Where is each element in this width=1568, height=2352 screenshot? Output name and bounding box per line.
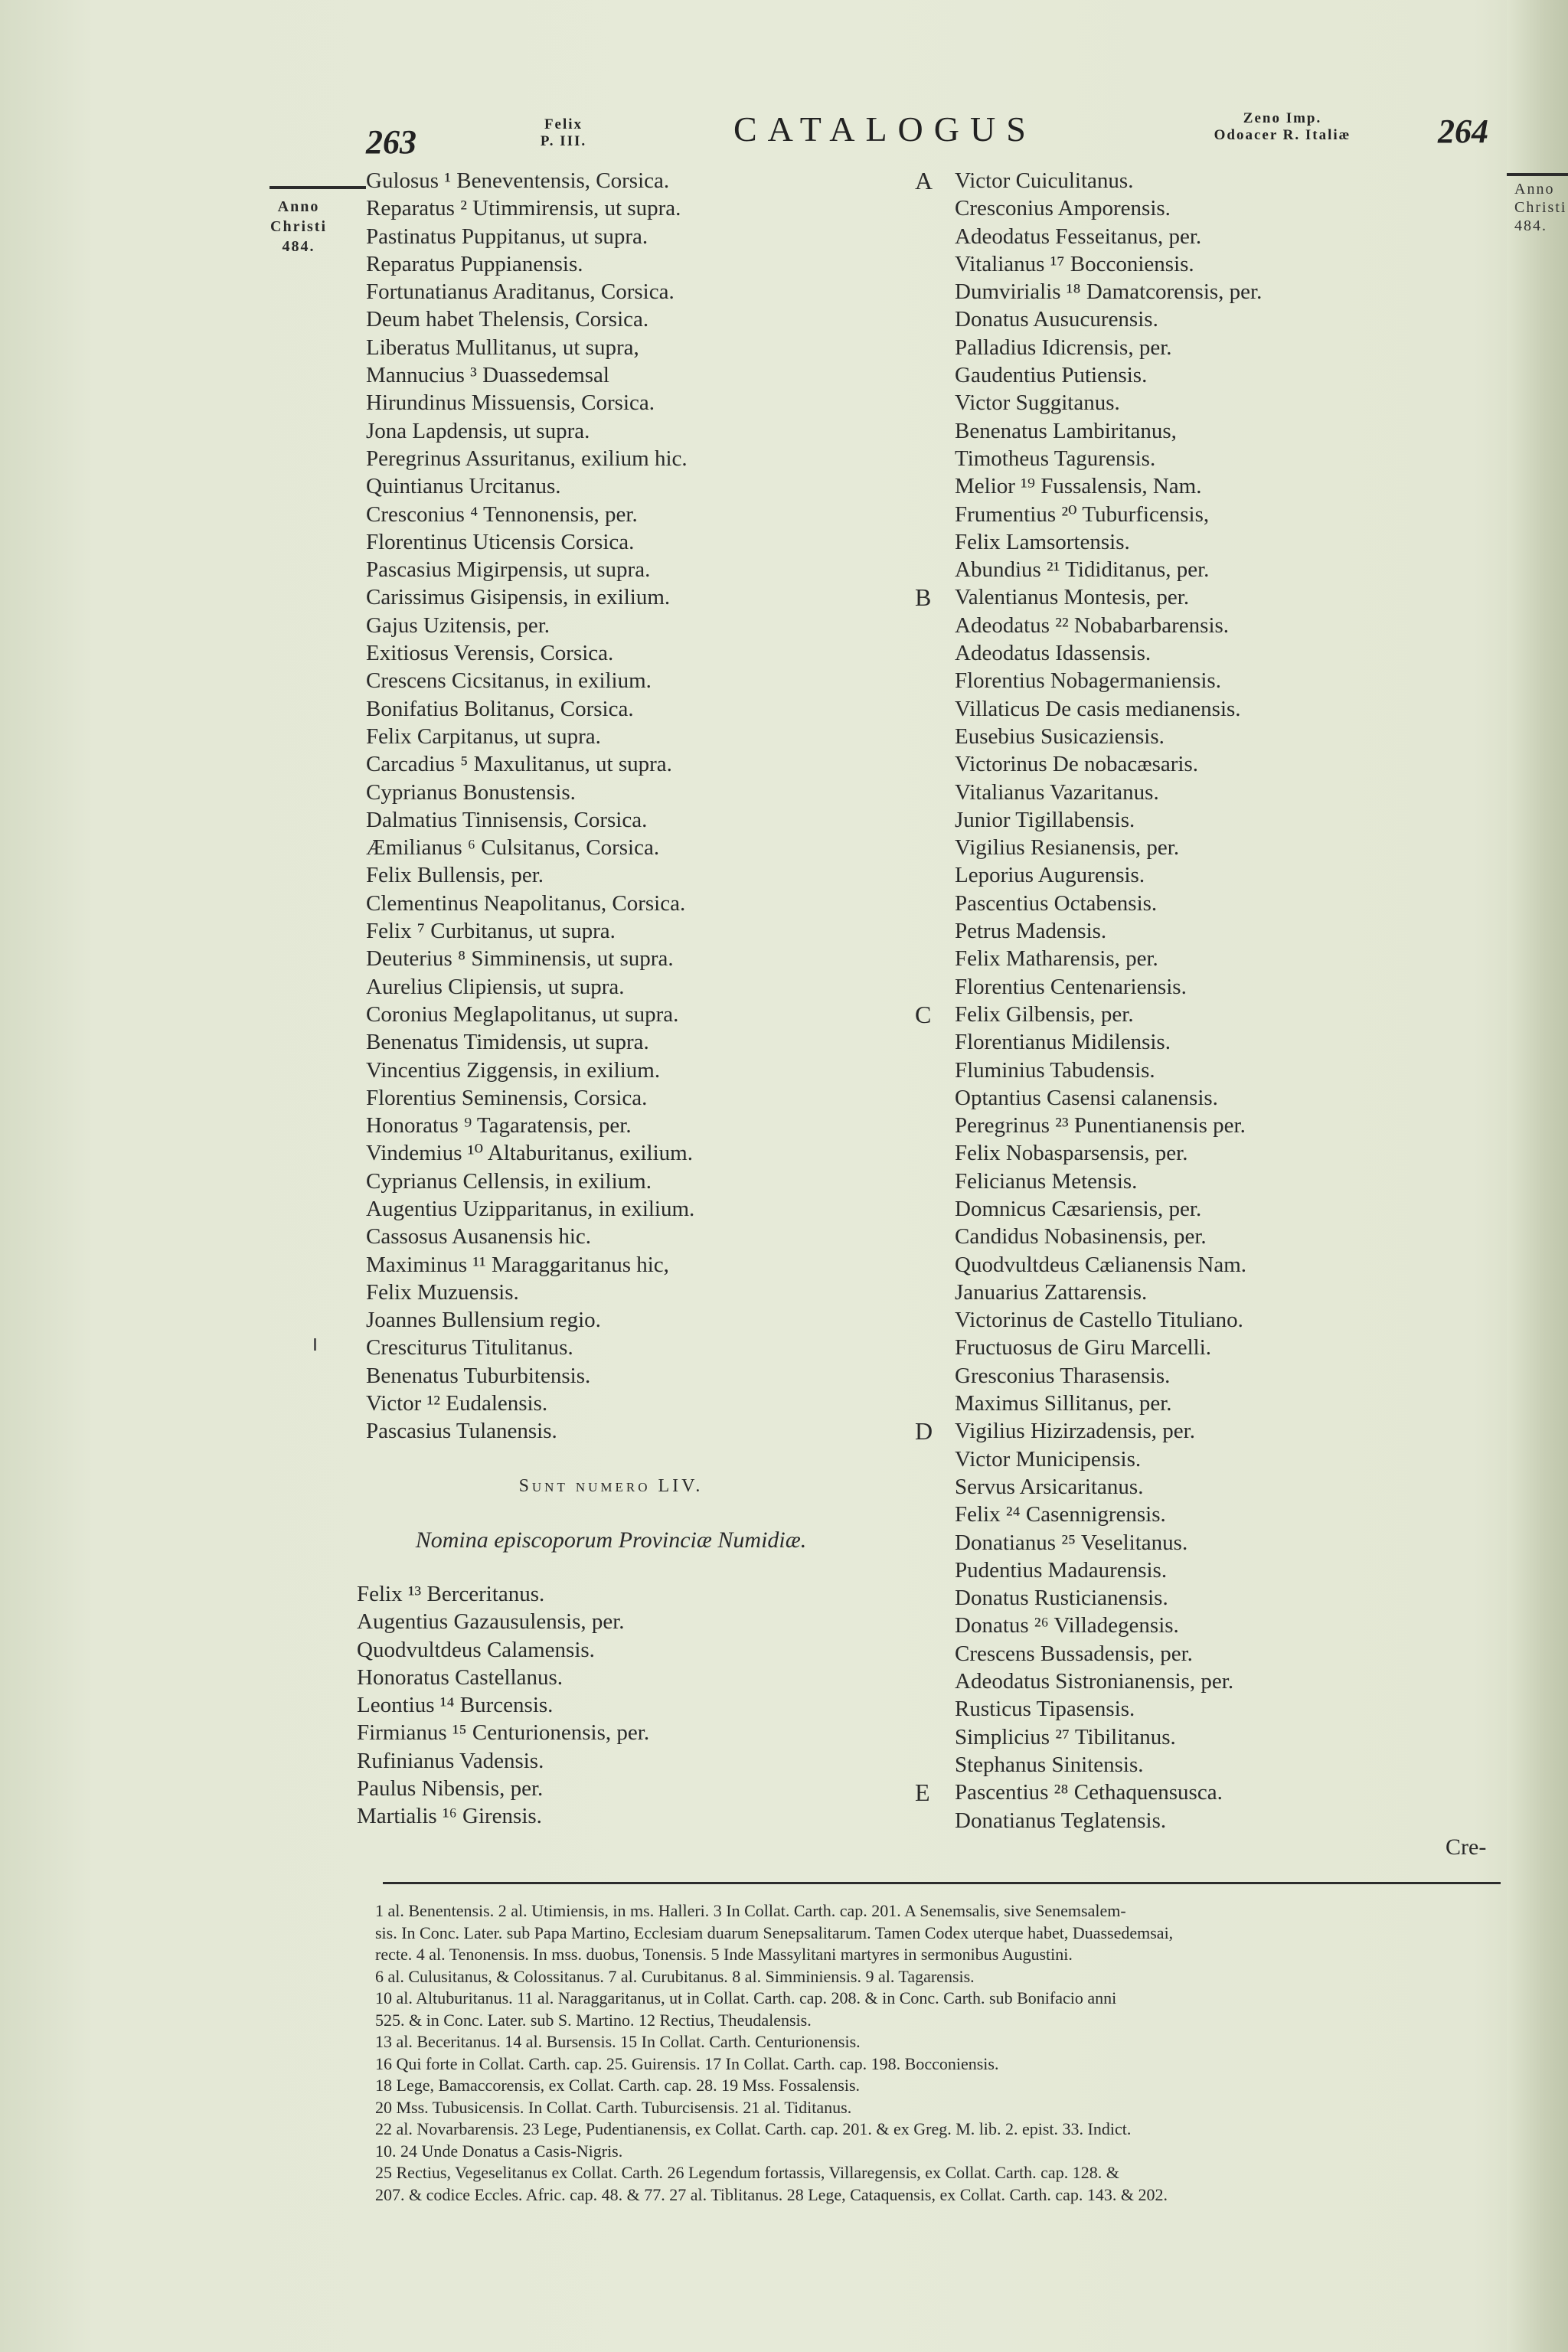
bishop-entry-text: Vigilius Hizirzadensis, per. [955, 1419, 1195, 1444]
left-column-list [366, 167, 841, 1446]
numidia-entry: Felix ¹³ Berceritanus. [357, 1582, 545, 1606]
bishop-entry-text: Dumvirialis ¹⁸ Damatcorensis, per. [955, 279, 1263, 305]
bishop-entry-text: Eusebius Susicaziensis. [955, 724, 1165, 749]
bishop-entry [955, 612, 1445, 639]
bishop-entry [915, 1417, 1445, 1446]
bishop-entry: Jona Lapdensis, ut supra. [366, 418, 590, 443]
right-margin-note-1: Anno [1514, 181, 1555, 198]
left-running-head-2: P. III. [540, 133, 587, 149]
bishop-entry: Reparatus Puppianensis. [366, 251, 583, 276]
section-heading: Sunt numero LIV. [518, 1476, 704, 1496]
bishop-entry [955, 528, 1445, 556]
footnote-line: 10. 24 Unde Donatus a Casis-Nigris. [375, 2141, 623, 2161]
bishop-entry: Deuterius ⁸ Simminensis, ut supra. [366, 946, 674, 972]
footnote-line: 16 Qui forte in Collat. Carth. cap. 25. Guirensis. 17 In Collat. Carth. cap. 198. Bocconiensis. [375, 2053, 999, 2073]
bishop-entry: Reparatus ² Utimmirensis, ut supra. [366, 196, 681, 221]
bishop-entry-text: Domnicus Cæsariensis, per. [955, 1196, 1202, 1221]
bishop-entry-text: Donatianus ²⁵ Veselitanus. [955, 1530, 1188, 1555]
bishop-entry-text: Peregrinus ²³ Punentianensis per. [955, 1113, 1246, 1138]
bishop-entry: Hirundinus Missuensis, Corsica. [366, 390, 655, 416]
bishop-entry [955, 1473, 1445, 1501]
bishop-entry: Vindemius ¹⁰ Altaburitanus, exilium. [366, 1141, 693, 1166]
right-column-list [915, 167, 1445, 1834]
bishop-entry [955, 1334, 1445, 1361]
footnote-line: 18 Lege, Bamaccorensis, ex Collat. Carth. cap. 28. 19 Mss. Fossalensis. [375, 2076, 861, 2095]
bishop-entry: Felix Carpitanus, ut supra. [366, 724, 601, 749]
bishop-entry-text: Florentius Centenariensis. [955, 974, 1187, 999]
bishop-entry-text: Felix Lamsortensis. [955, 529, 1130, 554]
bishop-entry-text: Rusticus Tipasensis. [955, 1697, 1135, 1722]
bishop-entry-text: Junior Tigillabensis. [955, 807, 1135, 832]
bishop-entry [955, 750, 1445, 778]
bishop-entry [955, 1446, 1445, 1473]
bishop-entry-text: Felicianus Metensis. [955, 1168, 1138, 1194]
bishop-entry: Æmilianus ⁶ Culsitanus, Corsica. [366, 835, 660, 861]
bishop-entry [955, 806, 1445, 834]
bishop-entry-text: Florentianus Midilensis. [955, 1030, 1171, 1055]
bishop-entry: Cyprianus Cellensis, in exilium. [366, 1168, 652, 1194]
left-margin-note-2: Christi [270, 218, 327, 235]
left-margin-note [260, 197, 337, 256]
bishop-entry: Maximinus ¹¹ Maraggaritanus hic, [366, 1252, 669, 1277]
bishop-entry-text: Melior ¹⁹ Fussalensis, Nam. [955, 474, 1202, 499]
bishop-entry [955, 472, 1445, 500]
section-subheading: Nomina episcoporum Provinciæ Numidiæ. [415, 1527, 807, 1553]
bishop-entry: Bonifatius Bolitanus, Corsica. [366, 696, 634, 721]
bishop-entry-text: Pascentius ²⁸ Cethaquensusca. [955, 1780, 1223, 1805]
bishop-entry: Florentinus Uticensis Corsica. [366, 529, 635, 554]
bishop-entry [955, 1557, 1445, 1584]
bishop-entry [955, 1390, 1445, 1417]
bishop-entry [955, 1362, 1445, 1390]
bishop-entry [955, 639, 1445, 667]
bishop-entry [955, 667, 1445, 694]
bishop-entry [955, 1529, 1445, 1557]
bishop-entry [955, 1668, 1445, 1695]
bishop-entry [955, 1084, 1445, 1112]
left-running-head-1: Felix [544, 116, 583, 132]
facing-page-edge [1507, 0, 1568, 2352]
numidia-entry: Augentius Gazausulensis, per. [357, 1609, 625, 1635]
bishop-entry-text: Felix Nobasparsensis, per. [955, 1141, 1188, 1166]
bishop-entry: Gulosus ¹ Beneventensis, Corsica. [366, 168, 670, 193]
bishop-entry: Mannucius ³ Duassedemsal [366, 363, 609, 388]
bishop-entry [955, 695, 1445, 723]
bishop-entry [955, 890, 1445, 917]
bishop-entry: Cassosus Ausanensis hic. [366, 1224, 592, 1250]
right-margin-note-3: 484. [1514, 217, 1547, 234]
bishop-entry [955, 334, 1445, 361]
bishop-entry-text: Frumentius ²⁰ Tuburficensis, [955, 501, 1210, 527]
bishop-entry: Peregrinus Assuritanus, exilium hic. [366, 446, 688, 471]
bishop-entry [955, 1112, 1445, 1139]
bishop-entry [955, 1028, 1445, 1056]
numidia-entry: Rufinianus Vadensis. [357, 1748, 544, 1773]
bishop-entry-text: Adeodatus Idassensis. [955, 641, 1152, 666]
bishop-entry-text: Victor Suggitanus. [955, 390, 1120, 416]
bishop-entry: Carissimus Gisipensis, in exilium. [366, 585, 671, 610]
bishop-entry: Joannes Bullensium regio. [366, 1308, 601, 1333]
bishop-entry: Quintianus Urcitanus. [366, 474, 561, 499]
left-margin-note-3: 484. [282, 238, 315, 255]
bishop-entry: Benenatus Tuburbitensis. [366, 1363, 591, 1388]
section-letter: D [915, 1417, 933, 1446]
footnote-line: recte. 4 al. Tenonensis. In mss. duobus, Tonensis. 5 Inde Massylitani martyres in sermonibus Augustini. [375, 1945, 1073, 1964]
catchword: Cre- [1446, 1834, 1487, 1860]
bishop-entry: Clementinus Neapolitanus, Corsica. [366, 890, 686, 916]
bishop-entry-text: Pudentius Madaurensis. [955, 1557, 1168, 1583]
bishop-entry-text: Palladius Idicrensis, per. [955, 335, 1172, 360]
bishop-entry: Florentius Seminensis, Corsica. [366, 1085, 648, 1110]
bishop-entry: Pascasius Migirpensis, ut supra. [366, 557, 651, 583]
bishop-entry [955, 1584, 1445, 1612]
bishop-entry: Felix ⁷ Curbitanus, ut supra. [366, 919, 616, 944]
bishop-entry-text: Vitalianus ¹⁷ Bocconiensis. [955, 251, 1194, 276]
bishop-entry [955, 779, 1445, 806]
left-margin-note-1: Anno [277, 198, 320, 215]
bishop-entry-text: Stephanus Sinitensis. [955, 1752, 1144, 1777]
left-margin-rule [270, 186, 366, 189]
footnote-line: 22 al. Novarbarensis. 23 Lege, Pudentianensis, ex Collat. Carth. cap. 201. & ex Greg. M. lib. 2. epist. 33. Indict. [375, 2119, 1132, 2138]
footnote-line: 20 Mss. Tubusicensis. In Collat. Carth. Tuburcisensis. 21 al. Tiditanus. [375, 2097, 852, 2117]
bishop-entry: Victor ¹² Eudalensis. [366, 1391, 548, 1416]
bishop-entry-text: Florentius Nobagermaniensis. [955, 668, 1221, 694]
bishop-entry-text: Felix Gilbensis, per. [955, 1001, 1134, 1027]
bishop-entry [955, 1723, 1445, 1751]
bishop-entry [955, 1195, 1445, 1223]
bishop-entry: Liberatus Mullitanus, ut supra, [366, 335, 639, 360]
bishop-entry: Cresconius ⁴ Tennonensis, per. [366, 501, 638, 527]
bishop-entry [955, 1695, 1445, 1723]
bishop-entry-text: Vigilius Resianensis, per. [955, 835, 1180, 861]
ink-speck [314, 1338, 316, 1351]
bishop-entry [915, 167, 1445, 194]
bishop-entry: Pascasius Tulanensis. [366, 1419, 557, 1444]
bishop-entry-text: Simplicius ²⁷ Tibilitanus. [955, 1724, 1176, 1749]
numidia-entry: Firmianus ¹⁵ Centurionensis, per. [357, 1720, 650, 1746]
bishop-entry [955, 945, 1445, 972]
bishop-entry-text: Felix Matharensis, per. [955, 946, 1158, 972]
bishop-entry: Crescens Cicsitanus, in exilium. [366, 668, 652, 694]
footnote-line: 13 al. Beceritanus. 14 al. Bursensis. 15 In Collat. Carth. Centurionensis. [375, 2032, 861, 2051]
bishop-entry-text: Abundius ²¹ Tididitanus, per. [955, 557, 1210, 583]
bishop-entry-text: Fructuosus de Giru Marcelli. [955, 1335, 1212, 1361]
bishop-entry [955, 1640, 1445, 1668]
bishop-entry-text: Gresconius Tharasensis. [955, 1363, 1171, 1388]
bishop-entry [955, 1279, 1445, 1306]
footnote-line: 10 al. Altuburitanus. 11 al. Naraggaritanus, ut in Collat. Carth. cap. 208. & in Conc. Carth. sub Bonifacio anni [375, 1988, 1117, 2007]
bishop-entry-text: Optantius Casensi calanensis. [955, 1085, 1218, 1110]
footnote-line: sis. In Conc. Later. sub Papa Martino, Ecclesiam duarum Senepsalitarum. Tamen Codex uterque habet, Duassedemsai, [375, 1922, 1174, 1942]
bishop-entry-text: Adeodatus Sistronianensis, per. [955, 1669, 1234, 1694]
section-letter: A [915, 167, 933, 194]
footnotes [375, 1900, 1501, 2206]
bishop-entry-text: Pascentius Octabensis. [955, 890, 1158, 916]
bishop-entry [955, 389, 1445, 416]
bishop-entry-text: Candidus Nobasinensis, per. [955, 1224, 1207, 1250]
bishop-entry [955, 861, 1445, 889]
right-running-head-2: Odoacer R. Italiæ [1214, 127, 1351, 143]
bishop-entry: Dalmatius Tinnisensis, Corsica. [366, 807, 648, 832]
bishop-entry [955, 1057, 1445, 1084]
bishop-entry-text: Fluminius Tabudensis. [955, 1057, 1155, 1083]
bishop-entry-text: Valentianus Montesis, per. [955, 585, 1190, 610]
bishop-entry [955, 194, 1445, 222]
bishop-entry [955, 361, 1445, 389]
bishop-entry-text: Petrus Madensis. [955, 919, 1107, 944]
bishop-entry: Augentius Uzipparitanus, in exilium. [366, 1196, 695, 1221]
right-running-head [1156, 110, 1409, 144]
bishop-entry-text: Servus Arsicaritanus. [955, 1474, 1144, 1499]
bishop-entry-text: Gaudentius Putiensis. [955, 363, 1148, 388]
right-margin-note [1514, 180, 1568, 235]
bishop-entry: Gajus Uzitensis, per. [366, 612, 550, 638]
bishop-entry-text: Victor Cuiculitanus. [955, 168, 1134, 193]
bishop-entry: Fortunatianus Araditanus, Corsica. [366, 279, 675, 305]
bishop-entry-text: Donatus ²⁶ Villadegensis. [955, 1613, 1179, 1638]
bishop-entry [955, 250, 1445, 278]
footnote-line: 6 al. Culusitanus, & Colossitanus. 7 al. Curubitanus. 8 al. Simminiensis. 9 al. Tagarensis. [375, 1966, 975, 1986]
bishop-entry [955, 1251, 1445, 1279]
bishop-entry: Felix Bullensis, per. [366, 863, 544, 888]
bishop-entry: Carcadius ⁵ Maxulitanus, ut supra. [366, 752, 672, 777]
right-page-number: 264 [1438, 113, 1488, 150]
bishop-entry [955, 501, 1445, 528]
bishop-entry-text: Victor Municipensis. [955, 1446, 1142, 1472]
bishop-entry-text: Adeodatus ²² Nobabarbarensis. [955, 612, 1230, 638]
footnote-line: 525. & in Conc. Later. sub S. Martino. 12 Rectius, Theudalensis. [375, 2010, 812, 2030]
bishop-entry-text: Victorinus de Castello Tituliano. [955, 1308, 1243, 1333]
bishop-entry-text: Cresconius Amporensis. [955, 196, 1171, 221]
bishop-entry: Aurelius Clipiensis, ut supra. [366, 974, 625, 999]
bishop-entry-text: Maximus Sillitanus, per. [955, 1391, 1172, 1416]
bishop-entry [955, 278, 1445, 305]
bishop-entry: Exitiosus Verensis, Corsica. [366, 641, 614, 666]
bishop-entry [955, 1306, 1445, 1334]
page-title: CATALOGUS [733, 109, 1037, 149]
footnote-line: 25 Rectius, Vegeselitanus ex Collat. Carth. 26 Legendum fortassis, Villaregensis, ex Collat. Carth. cap. 128. & [375, 2163, 1119, 2182]
section-letter: B [915, 583, 932, 612]
bishop-entry: Deum habet Thelensis, Corsica. [366, 307, 649, 332]
bishop-entry [915, 1779, 1445, 1807]
bishop-entry-text: Donatianus Teglatensis. [955, 1808, 1167, 1833]
bishop-entry: Cyprianus Bonustensis. [366, 779, 576, 805]
section-letter: E [915, 1779, 930, 1807]
bishop-entry: Coronius Meglapolitanus, ut supra. [366, 1001, 679, 1027]
right-margin-note-2: Christi [1514, 199, 1567, 216]
numidia-entry: Honoratus Castellanus. [357, 1664, 564, 1690]
bishop-entry-text: Januarius Zattarensis. [955, 1279, 1148, 1305]
bishop-entry [955, 1223, 1445, 1250]
numidia-list [357, 1580, 649, 1831]
bishop-entry [955, 834, 1445, 861]
numidia-entry: Leontius ¹⁴ Burcensis. [357, 1693, 554, 1718]
bishop-entry-text: Leporius Augurensis. [955, 863, 1145, 888]
footnote-line: 207. & codice Eccles. Afric. cap. 48. & 77. 27 al. Tiblitanus. 28 Lege, Cataquensis, ex Collat. Carth. cap. 143. & 202. [375, 2184, 1168, 2204]
bishop-entry [955, 1807, 1445, 1834]
bishop-entry [955, 973, 1445, 1001]
footnote-line: 1 al. Benentensis. 2 al. Utimiensis, in ms. Halleri. 3 In Collat. Carth. cap. 201. A Senemsalis, sive Senemsalem- [375, 1901, 1126, 1920]
bishop-entry [955, 223, 1445, 250]
bishop-entry-text: Villaticus De casis medianensis. [955, 696, 1241, 721]
numidia-entry: Quodvultdeus Calamensis. [357, 1637, 595, 1662]
numidia-entry: Paulus Nibensis, per. [357, 1776, 544, 1802]
bishop-entry [955, 445, 1445, 472]
bishop-entry-text: Felix ²⁴ Casennigrensis. [955, 1502, 1166, 1527]
bishop-entry [955, 1501, 1445, 1528]
bishop-entry [955, 417, 1445, 445]
bishop-entry: Benenatus Timidensis, ut supra. [366, 1030, 649, 1055]
bishop-entry [955, 305, 1445, 333]
bishop-entry-text: Benenatus Lambiritanus, [955, 418, 1177, 443]
bishop-entry [955, 917, 1445, 945]
bishop-entry: Felix Muzuensis. [366, 1279, 519, 1305]
bishop-entry [955, 1168, 1445, 1195]
bishop-entry [955, 1139, 1445, 1167]
bishop-entry-text: Timotheus Tagurensis. [955, 446, 1156, 471]
bishop-entry-text: Crescens Bussadensis, per. [955, 1641, 1193, 1666]
bishop-entry-text: Vitalianus Vazaritanus. [955, 779, 1159, 805]
bishop-entry-text: Quodvultdeus Cælianensis Nam. [955, 1252, 1247, 1277]
bishop-entry [915, 583, 1445, 612]
footnote-rule [383, 1882, 1501, 1884]
bishop-entry-text: Donatus Rusticianensis. [955, 1586, 1168, 1611]
section-letter: C [915, 1000, 932, 1028]
bishop-entry: Vincentius Ziggensis, in exilium. [366, 1057, 661, 1083]
bishop-entry-text: Donatus Ausucurensis. [955, 307, 1158, 332]
bishop-entry: Pastinatus Puppitanus, ut supra. [366, 224, 648, 249]
bishop-entry [955, 1751, 1445, 1779]
left-page-number: 263 [366, 123, 416, 161]
left-running-head [518, 116, 609, 150]
bishop-entry [955, 723, 1445, 750]
bishop-entry-text: Victorinus De nobacæsaris. [955, 752, 1198, 777]
numidia-entry: Martialis ¹⁶ Girensis. [357, 1804, 542, 1829]
bishop-entry [955, 1612, 1445, 1639]
bishop-entry-text: Adeodatus Fesseitanus, per. [955, 224, 1202, 249]
bishop-entry [915, 1000, 1445, 1028]
bishop-entry: Honoratus ⁹ Tagaratensis, per. [366, 1113, 632, 1138]
bishop-entry: Cresciturus Titulitanus. [366, 1335, 573, 1361]
right-margin-rule [1507, 173, 1568, 176]
right-running-head-1: Zeno Imp. [1243, 110, 1322, 126]
bishop-entry [955, 556, 1445, 583]
